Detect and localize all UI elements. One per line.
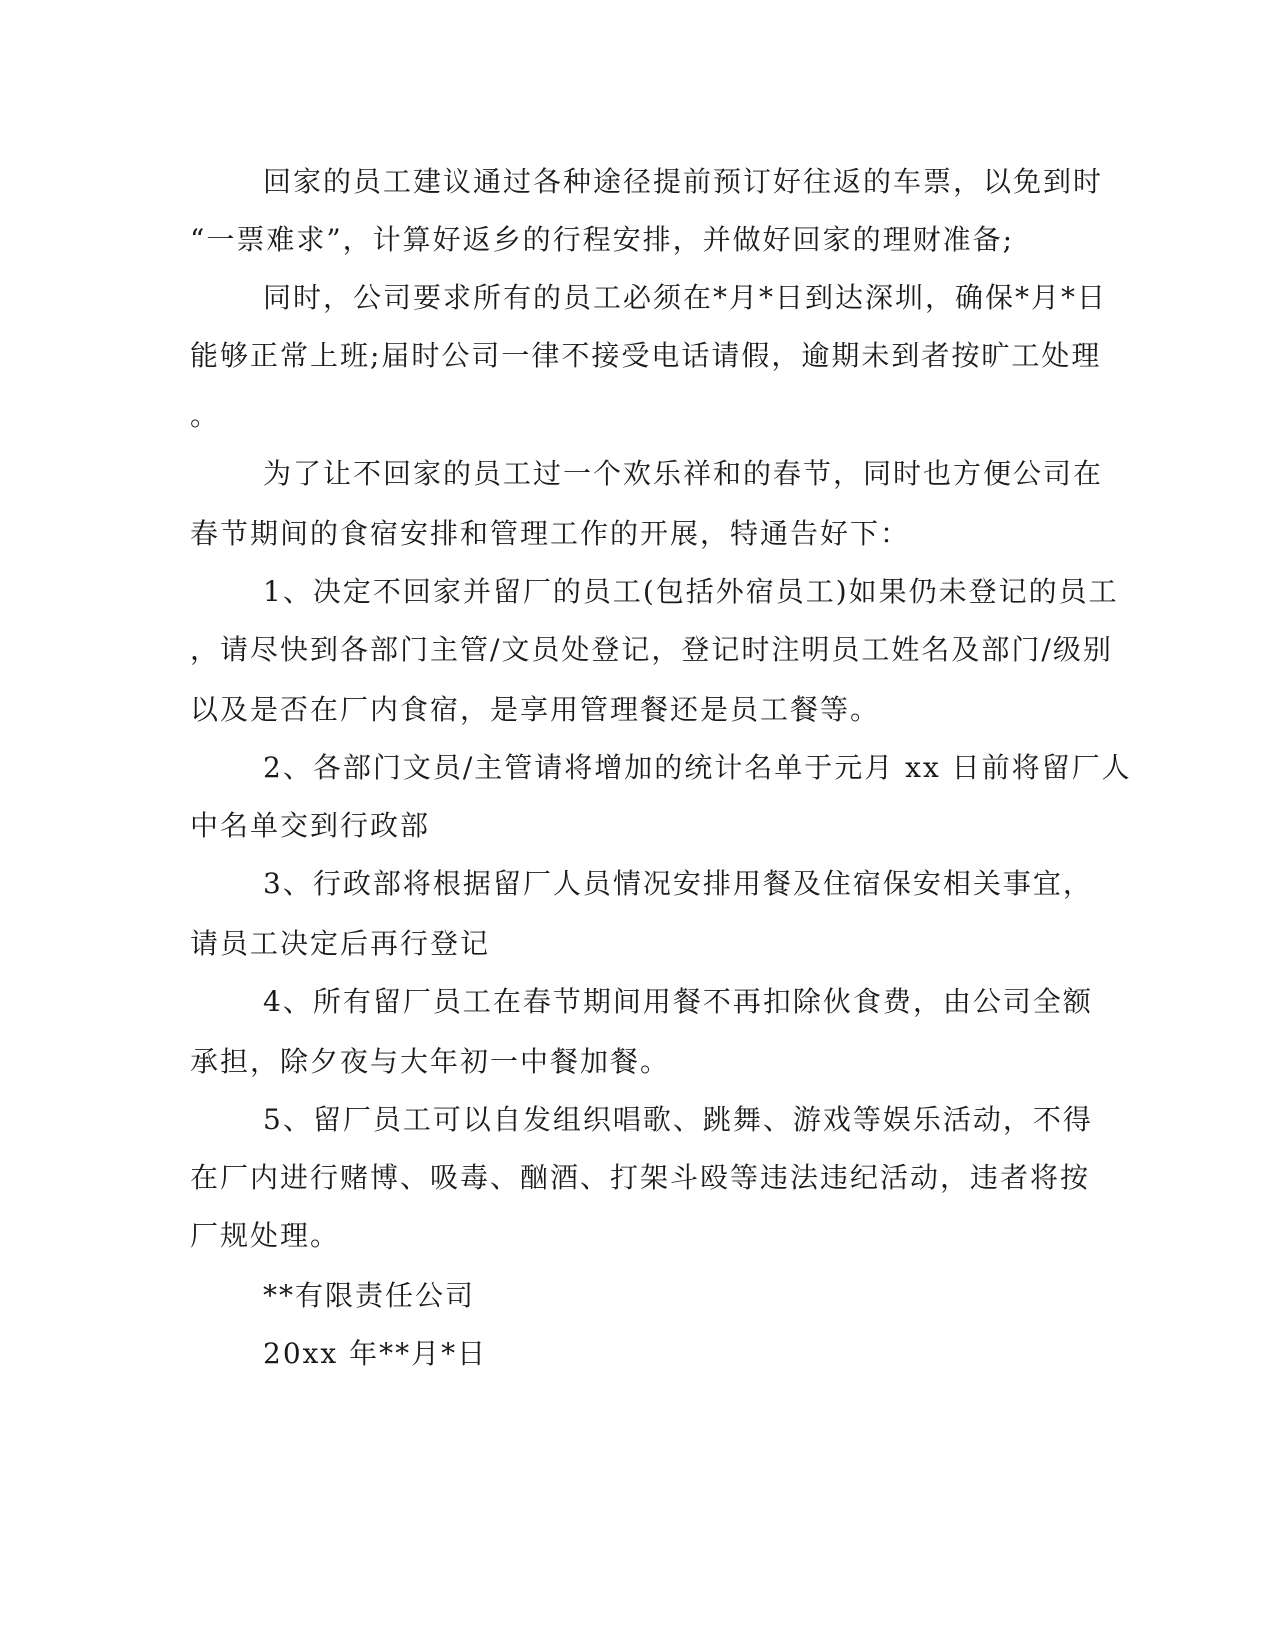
paragraph-1-line-2: “一票难求”，计算好返乡的行程安排，并做好回家的理财准备; xyxy=(190,223,1015,256)
item-5-line-1: 5、留厂员工可以自发组织唱歌、跳舞、游戏等娱乐活动，不得 xyxy=(263,1103,1093,1136)
paragraph-2-line-1: 同时，公司要求所有的员工必须在*月*日到达深圳，确保*月*日 xyxy=(263,281,1108,314)
paragraph-2-line-2: 能够正常上班;届时公司一律不接受电话请假，逾期未到者按旷工处理 xyxy=(190,339,1102,372)
paragraph-3-line-2: 春节期间的食宿安排和管理工作的开展，特通告好下： xyxy=(190,517,911,550)
item-2-line-1: 2、各部门文员/主管请将增加的统计名单于元月 xx 日前将留厂人 xyxy=(263,751,1132,784)
item-1-line-2: ，请尽快到各部门主管/文员处登记，登记时注明员工姓名及部门/级别 xyxy=(190,633,1113,666)
item-5-line-2: 在厂内进行赌博、吸毒、酗酒、打架斗殴等违法违纪活动，违者将按 xyxy=(190,1161,1091,1194)
item-3-line-1: 3、行政部将根据留厂人员情况安排用餐及住宿保安相关事宜， xyxy=(263,867,1093,900)
item-4-line-1: 4、所有留厂员工在春节期间用餐不再扣除伙食费，由公司全额 xyxy=(263,985,1093,1018)
paragraph-2-line-3: 。 xyxy=(190,399,221,432)
item-1-line-1: 1、决定不回家并留厂的员工(包括外宿员工)如果仍未登记的员工 xyxy=(263,575,1119,608)
paragraph-3-line-1: 为了让不回家的员工过一个欢乐祥和的春节，同时也方便公司在 xyxy=(263,457,1104,490)
item-2-line-2: 中名单交到行政部 xyxy=(190,809,431,842)
paragraph-1-line-1: 回家的员工建议通过各种途径提前预订好往返的车票，以免到时 xyxy=(263,165,1104,198)
item-4-line-2: 承担，除夕夜与大年初一中餐加餐。 xyxy=(190,1045,671,1078)
signature-date: 20xx 年**月*日 xyxy=(263,1337,488,1370)
item-1-line-3: 以及是否在厂内食宿，是享用管理餐还是员工餐等。 xyxy=(190,693,881,726)
signature-company: **有限责任公司 xyxy=(263,1279,476,1312)
item-5-line-3: 厂规处理。 xyxy=(190,1219,341,1252)
item-3-line-2: 请员工决定后再行登记 xyxy=(190,927,491,960)
